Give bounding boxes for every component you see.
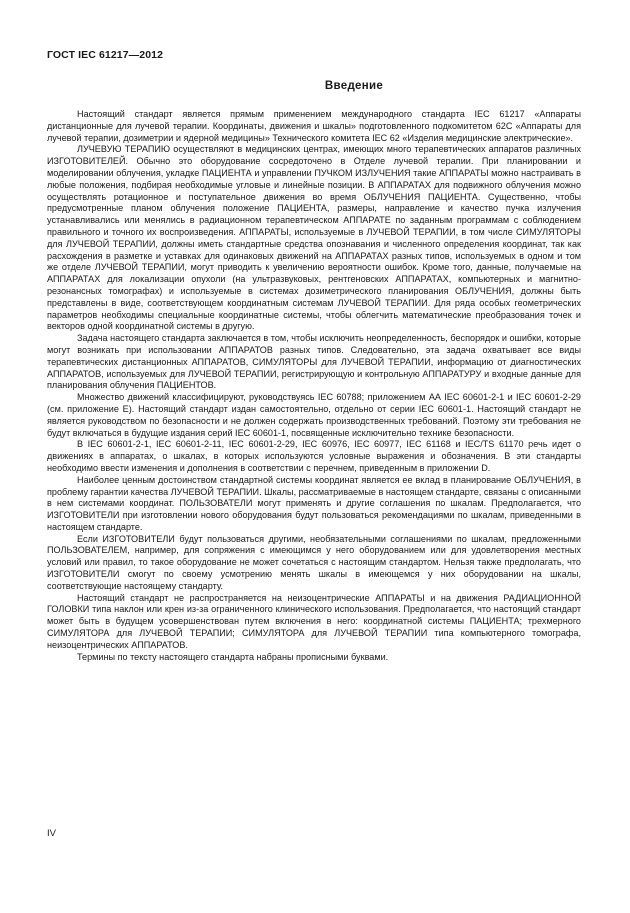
paragraph: Настоящий стандарт не распространяется на неизоцентрические АППАРАТЫ и на движения РАДИАЦИОННОЙ ГОЛОВКИ типа наклон или крен из-за ограниченного клинического использования. Предполагается, что настоящий стандарт может быть в будущем усовершенствован путем включения в него: координатной системы ПАЦИЕНТА; трехмерного СИМУЛЯТОРА для ЛУЧЕВОЙ ТЕРАПИИ; СИМУЛЯТОРА для ЛУЧЕВОЙ ТЕРАПИИ типа компьютерного томографа, неизоцентрических АППАРАТОВ. — [47, 592, 581, 650]
paragraph: Термины по тексту настоящего стандарта набраны прописными буквами. — [77, 651, 389, 662]
paragraph: Множество движений классифицируют, руководствуясь IEC 60788; приложением АА IEC 60601-2-1 и IEC 60601-2-29 (см. приложение Е). Настоящий стандарт издан самостоятельно, отдельно от серии IEC 60601-1. Настоящий стандарт не является руководством по безопасности и не должен содержать производственных требований. Поэтому эти требования не будут включаться в будущие издания серий IEC 60601-1, посвященные исключительно технике безопасности. — [47, 392, 581, 438]
paragraph: Настоящий стандарт является прямым применением международного стандарта IEC 61217 «Аппараты дистанционные для лучевой терапии. Координаты, движения и шкалы» подготовленного подкомитетом 62С «Аппараты для лучевой терапии, дозиметрии и ядерной медицины» Технического комитета IEC 62 «Изделия медицинские электрические». — [47, 109, 581, 143]
paragraph: Если ИЗГОТОВИТЕЛИ будут пользоваться другими, необязательными соглашениями по шкалам, предложенными ПОЛЬЗОВАТЕЛЕМ, например, для сопряжения с имеющимся у него оборудованием или для удовлетворения местных условий или правил, то такое оборудование не может сочетаться с настоящим стандартом. Нельзя также предполагать, что ИЗГОТОВИТЕЛИ смогут по своему усмотрению менять шкалы в имеющемся у них оборудовании на шкалы, соответствующие настоящему стандарту. — [47, 533, 581, 591]
paragraph: Задача настоящего стандарта заключается в том, чтобы исключить неопределенность, беспорядок и ошибки, которые могут возникать при использовании АППАРАТОВ разных типов. Следовательно, эта задача охватывает все виды терапевтических дистанционных АППАРАТОВ, СИМУЛЯТОРЫ для ЛУЧЕВОЙ ТЕРАПИИ, информацию от диагностических АППАРАТОВ, используемых для ЛУЧЕВОЙ ТЕРАПИИ, регистрирующую и контрольную АППАРАТУРУ и входные данные для планирования облучения ПАЦИЕНТОВ. — [47, 333, 581, 391]
section-title: Введение — [324, 80, 384, 92]
paragraph: Наиболее ценным достоинством стандартной системы координат является ее вклад в планирование ОБЛУЧЕНИЯ, в проблему гарантии качества ЛУЧЕВОЙ ТЕРАПИИ. Шкалы, рассматриваемые в настоящем стандарте, связаны с описанными в нем системами координат. ПОЛЬЗОВАТЕЛИ могут применять и другие соглашения по шкалам. Предполагается, что ИЗГОТОВИТЕЛИ при изготовлении нового оборудования будут пользоваться рекомендациями по шкалам, приведенными в настоящем стандарте. — [47, 474, 581, 532]
paragraph: В IEC 60601-2-1, IEC 60601-2-11, IEC 60601-2-29, IEC 60976, IEC 60977, IEC 61168 и IEC/TS 61170 речь идет о движениях в аппаратах, о шкалах, в которых используются условные выражения и обозначения. В эти стандарты необходимо ввести изменения и дополнения в соответствии с перечнем, приведенным в приложении D. — [47, 439, 581, 473]
standard-header: ГОСТ IEC 61217—2012 — [47, 49, 164, 61]
paragraph: ЛУЧЕВУЮ ТЕРАПИЮ осуществляют в медицинских центрах, имеющих много терапевтических аппаратов различных ИЗГОТОВИТЕЛЕЙ. Обычно это оборудование сосредоточено в Отделе лучевой терапии. При планировании и моделировании облучения, укладке ПАЦИЕНТА и управлении ПУЧКОМ ИЗЛУЧЕНИЯ такие АППАРАТЫ можно настраивать в любые положения, подбирая необходимые угловые и линейные позиции. В АППАРАТАХ для подвижного облучения можно осуществлять ротационное и поступательное движения во время ОБЛУЧЕНИЯ ПАЦИЕНТА. Существенно, чтобы предусмотренные планом облучения положение ПАЦИЕНТА, размеры, направление и качество пучка излучения устанавливались или менялись в радиационном терапевтическом АППАРАТЕ по заданным программам с соблюдением правильного и точного их воспроизведения. АППАРАТЫ, используемые в ЛУЧЕВОЙ ТЕРАПИИ, в том числе СИМУЛЯТОРЫ для ЛУЧЕВОЙ ТЕРАПИИ, должны иметь стандартные средства опознавания и численного определения координат, так как расхождения в разметке и уставках для одинаковых движений на АППАРАТАХ разных типов, используемых в одном и том же отделе ЛУЧЕВОЙ ТЕРАПИИ, могут приводить к увеличению вероятности ошибок. Кроме того, данные, получаемые на АППАРАТАХ для локализации опухоли (на ультразвуковых, рентгеновских АППАРАТАХ, компьютерных и магнитно-резонансных томографах) и используемые в системах дозиметрического планирования ОБЛУЧЕНИЯ, должны быть представлены в виде, соответствующем координатным системам ЛУЧЕВОЙ ТЕРАПИИ. Для ряда особых геометрических параметров необходимы специальные координатные системы, чтобы облегчить математические преобразования точек и векторов одной координатной системы в другую. — [47, 144, 581, 332]
body-text — [47, 109, 581, 663]
page-number: IV — [47, 828, 56, 839]
